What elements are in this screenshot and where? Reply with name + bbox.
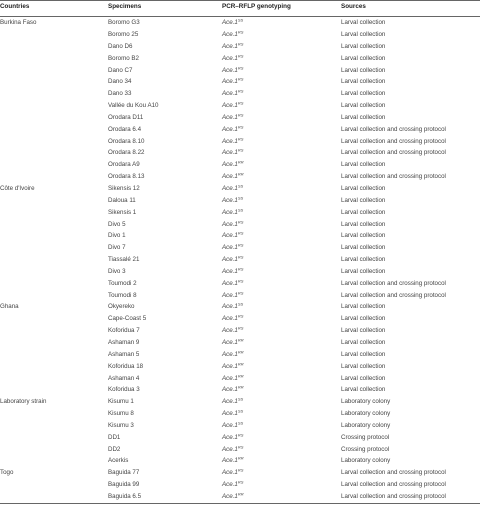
table-row [0,124,480,136]
cell-source: Laboratory colony [341,398,391,406]
cell-specimen: Kisumu 8 [108,410,134,418]
cell-source: Larval collection [341,66,386,74]
cell-genotype [222,386,244,393]
table-row [0,408,480,420]
cell-genotype [222,138,243,145]
cell-source: Larval collection [341,208,386,216]
genotype-superscript: SS [237,207,244,213]
cell-genotype [222,268,243,275]
cell-genotype [222,90,243,97]
genotype-superscript: RR [237,455,244,461]
genotype-base: Ace.1 [222,208,238,216]
table-row [0,266,480,278]
cell-specimen: Okyereko [108,303,135,311]
cell-specimen: Baguida 6.5 [108,492,142,500]
cell-specimen: Orodara A9 [108,161,140,169]
table-row [0,289,480,301]
cell-specimen: Orodara 6.4 [108,125,142,133]
cell-specimen: DD1 [108,433,121,441]
cell-source: Larval collection [341,267,386,275]
cell-source: Crossing protocol [341,433,390,441]
cell-specimen: Sikensis 1 [108,208,137,216]
cell-country: Côte d'Ivoire [0,185,35,192]
cell-source: Larval collection and crossing protocol [341,481,446,489]
cell-source: Larval collection [341,386,386,394]
cell-specimen: Daloua 11 [108,196,136,204]
genotype-superscript: RS [237,444,244,450]
cell-specimen: Orodara 8.22 [108,149,145,157]
genotype-superscript: RS [237,230,244,236]
cell-genotype [222,315,243,322]
table-row [0,112,480,124]
cell-genotype [222,481,243,488]
genotype-base: Ace.1 [222,125,238,133]
genotype-superscript: RS [237,65,244,71]
genotype-base: Ace.1 [222,291,238,299]
header-countries: Countries [0,3,30,10]
table-body [0,17,480,503]
genotype-base: Ace.1 [222,102,238,110]
cell-genotype [222,43,243,50]
cell-country: Burkina Faso [0,19,37,27]
cell-source: Larval collection [341,327,386,335]
cell-country: Togo [0,469,14,477]
genotype-superscript: RR [237,373,244,378]
genotype-base: Ace.1 [222,149,238,157]
table-row [0,171,480,183]
table-row [0,396,480,408]
cell-source: Larval collection [341,244,386,252]
cell-source: Larval collection and crossing protocol [341,492,446,500]
cell-specimen: Dano 33 [108,90,132,98]
cell-genotype [222,434,243,441]
cell-specimen: Orodara D11 [108,113,144,121]
genotype-superscript: RR [237,337,244,343]
table-row [0,230,480,242]
table-header [0,0,480,17]
cell-genotype [222,422,243,429]
genotype-base: Ace.1 [222,338,238,346]
table-row [0,53,480,65]
cell-country: Laboratory strain [0,398,47,406]
genotype-superscript: RS [237,41,244,47]
table-row [0,195,480,207]
cell-source: Larval collection and crossing protocol [341,137,446,145]
genotype-superscript: RS [237,53,244,59]
cell-specimen: DD2 [108,445,121,453]
cell-genotype [222,351,244,358]
genotype-superscript: SS [237,17,244,23]
cell-specimen: Divo 3 [108,267,126,275]
cell-source: Larval collection [341,374,386,382]
genotype-base: Ace.1 [222,267,238,275]
genotype-base: Ace.1 [222,232,238,240]
cell-source: Larval collection and crossing protocol [341,279,446,287]
genotype-base: Ace.1 [222,78,238,86]
cell-specimen: Kisumu 3 [108,421,134,429]
cell-genotype [222,31,243,38]
cell-genotype [222,398,243,405]
table-row [0,432,480,444]
cell-source: Larval collection [341,303,386,311]
cell-genotype [222,232,243,239]
cell-source: Larval collection [341,113,386,121]
cell-specimen: Toumodi 2 [108,279,137,287]
cell-specimen: Tiassalé 21 [108,256,140,264]
genotype-superscript: SS [237,301,244,307]
cell-genotype [222,327,243,334]
cell-source: Larval collection [341,78,386,86]
table-row [0,278,480,290]
table-row [0,100,480,112]
table-bottom-rule [0,503,480,504]
cell-specimen: Divo 7 [108,244,126,252]
cell-specimen: Boromo B2 [108,54,139,62]
table-row [0,218,480,230]
genotype-base: Ace.1 [222,481,238,489]
cell-genotype [222,256,243,263]
cell-source: Larval collection and crossing protocol [341,469,446,477]
genotype-base: Ace.1 [222,279,238,287]
genotype-base: Ace.1 [222,457,238,465]
cell-genotype [222,303,243,310]
cell-specimen: Orodara 8.10 [108,137,145,145]
genotype-superscript: RR [237,361,244,367]
header-genotyping: PCR–RFLP genotyping [222,3,291,10]
genotype-superscript: RS [237,432,244,438]
cell-genotype [222,197,243,204]
genotype-base: Ace.1 [222,398,238,406]
cell-genotype [222,493,244,500]
cell-genotype [222,244,243,251]
cell-specimen: Dano 34 [108,78,132,86]
cell-source: Laboratory colony [341,410,391,418]
genotype-superscript: RR [237,384,244,390]
cell-genotype [222,126,243,133]
cell-specimen: Baguida 77 [108,469,140,477]
genotype-base: Ace.1 [222,303,238,311]
cell-source: Larval collection [341,315,386,323]
genotype-superscript: RS [237,29,244,35]
cell-genotype [222,363,244,370]
genotype-base: Ace.1 [222,54,238,62]
cell-genotype [222,457,244,464]
table-row [0,455,480,467]
cell-specimen: Orodara 8.13 [108,173,145,181]
table-row [0,360,480,372]
cell-genotype [222,67,243,74]
genotype-base: Ace.1 [222,350,238,358]
genotype-superscript: RS [237,112,244,118]
genotype-base: Ace.1 [222,113,238,121]
cell-specimen: Cape-Coast 5 [108,315,147,323]
cell-specimen: Koforidua 7 [108,327,140,335]
table-row [0,491,480,503]
genotype-superscript: RS [237,147,244,153]
cell-genotype [222,292,243,299]
table-row [0,443,480,455]
genotype-base: Ace.1 [222,66,238,74]
genotype-base: Ace.1 [222,173,238,181]
table-row [0,467,480,479]
cell-genotype [222,446,243,453]
table-row [0,384,480,396]
genotype-base: Ace.1 [222,374,238,382]
genotype-base: Ace.1 [222,421,238,429]
cell-specimen: Ashaman 9 [108,338,140,346]
genotype-superscript: SS [237,420,244,426]
cell-genotype [222,78,243,85]
genotype-superscript: RS [237,325,244,331]
cell-source: Larval collection and crossing protocol [341,125,446,133]
cell-source: Larval collection [341,350,386,358]
table-row [0,337,480,349]
cell-specimen: Baguida 99 [108,481,140,489]
genotype-superscript: RS [237,76,244,82]
cell-source: Larval collection [341,102,386,110]
cell-genotype [222,221,243,228]
cell-source: Larval collection and crossing protocol [341,173,446,181]
genotype-base: Ace.1 [222,161,238,169]
cell-source: Larval collection and crossing protocol [341,149,446,157]
genotype-base: Ace.1 [222,445,238,453]
genotype-base: Ace.1 [222,410,238,418]
cell-source: Larval collection [341,161,386,169]
cell-source: Larval collection [341,196,386,204]
genotype-superscript: RS [237,136,244,142]
genotype-base: Ace.1 [222,42,238,50]
cell-genotype [222,149,243,156]
genotype-base: Ace.1 [222,244,238,252]
cell-specimen: Boromo G3 [108,19,140,27]
genotype-superscript: RS [237,290,244,296]
table-row [0,254,480,266]
cell-genotype [222,209,243,216]
table-row [0,29,480,41]
table-row [0,64,480,76]
table-row [0,349,480,361]
cell-source: Larval collection [341,54,386,62]
genotype-superscript: RR [237,171,244,177]
cell-genotype [222,410,243,417]
cell-genotype [222,102,243,109]
table-row [0,301,480,313]
genotype-base: Ace.1 [222,469,238,477]
table-row [0,325,480,337]
cell-specimen: Koforidua 18 [108,362,144,370]
genotype-superscript: RR [237,349,244,355]
genotype-base: Ace.1 [222,19,238,27]
table-row [0,76,480,88]
genotype-superscript: RS [237,100,244,106]
cell-specimen: Boromo 25 [108,31,139,39]
genotype-superscript: RS [237,254,244,260]
genotype-superscript: SS [237,183,244,189]
table-row [0,207,480,219]
genotype-superscript: RS [237,242,244,248]
cell-specimen: Toumodi 8 [108,291,137,299]
cell-country: Ghana [0,303,19,311]
cell-genotype [222,375,244,382]
genotype-base: Ace.1 [222,433,238,441]
genotype-superscript: RS [237,479,244,485]
table-row [0,372,480,384]
genotype-superscript: RS [237,266,244,272]
genotype-superscript: RS [237,313,244,319]
table-row [0,147,480,159]
cell-genotype [222,19,243,26]
cell-source: Larval collection [341,90,386,98]
cell-specimen: Divo 1 [108,232,126,240]
cell-specimen: Dano D6 [108,42,133,50]
genotype-base: Ace.1 [222,492,238,500]
table-row [0,313,480,325]
cell-specimen: Ashaman 5 [108,350,140,358]
cell-specimen: Dano C7 [108,66,133,74]
cell-source: Larval collection and crossing protocol [341,291,446,299]
genotype-superscript: RS [237,124,244,130]
cell-source: Laboratory colony [341,457,391,465]
genotype-superscript: SS [237,195,244,201]
cell-source: Larval collection [341,362,386,370]
cell-specimen: Vallée du Kou A10 [108,102,159,110]
cell-source: Larval collection [341,256,386,264]
cell-genotype [222,55,243,62]
genotype-superscript: SS [237,408,244,414]
cell-genotype [222,469,243,476]
table-row [0,420,480,432]
genotype-base: Ace.1 [222,256,238,264]
cell-genotype [222,280,243,287]
cell-specimen: Koforidua 3 [108,386,140,394]
genotype-base: Ace.1 [222,362,238,370]
genotype-base: Ace.1 [222,327,238,335]
cell-source: Laboratory colony [341,421,391,429]
genotype-base: Ace.1 [222,137,238,145]
genotype-superscript: RS [237,219,244,225]
genotype-superscript: RR [237,159,244,165]
genotype-base: Ace.1 [222,196,238,204]
cell-source: Larval collection [341,232,386,240]
cell-specimen: Ashaman 4 [108,374,140,382]
table-row [0,159,480,171]
cell-specimen: Divo 5 [108,220,126,228]
genotype-base: Ace.1 [222,185,238,192]
table-row [0,479,480,491]
cell-source: Crossing protocol [341,445,390,453]
table-row [0,183,480,195]
table-row [0,17,480,29]
cell-source: Larval collection [341,220,386,228]
genotype-base: Ace.1 [222,31,238,39]
table-row [0,41,480,53]
table-row [0,242,480,254]
table-row [0,88,480,100]
cell-genotype [222,161,244,168]
table-row [0,135,480,147]
cell-genotype [222,185,243,192]
cell-source: Larval collection [341,338,386,346]
cell-source: Larval collection [341,31,386,39]
genotype-superscript: RS [237,278,244,284]
genotype-base: Ace.1 [222,220,238,228]
cell-source: Larval collection [341,19,386,27]
genotype-superscript: SS [237,396,244,402]
cell-specimen: Sikensis 12 [108,185,140,192]
genotype-superscript: RS [237,88,244,94]
genotype-base: Ace.1 [222,90,238,98]
header-sources: Sources [341,3,366,10]
genotype-superscript: RR [237,491,244,497]
cell-genotype [222,114,243,121]
genotype-base: Ace.1 [222,315,238,323]
cell-specimen: Acerkis [108,457,129,465]
genotype-superscript: RS [237,467,244,473]
cell-source: Larval collection [341,185,386,192]
cell-genotype [222,339,244,346]
cell-genotype [222,173,244,180]
cell-specimen: Kisumu 1 [108,398,134,406]
cell-source: Larval collection [341,42,386,50]
genotype-base: Ace.1 [222,386,238,394]
header-specimens: Specimens [108,3,142,10]
